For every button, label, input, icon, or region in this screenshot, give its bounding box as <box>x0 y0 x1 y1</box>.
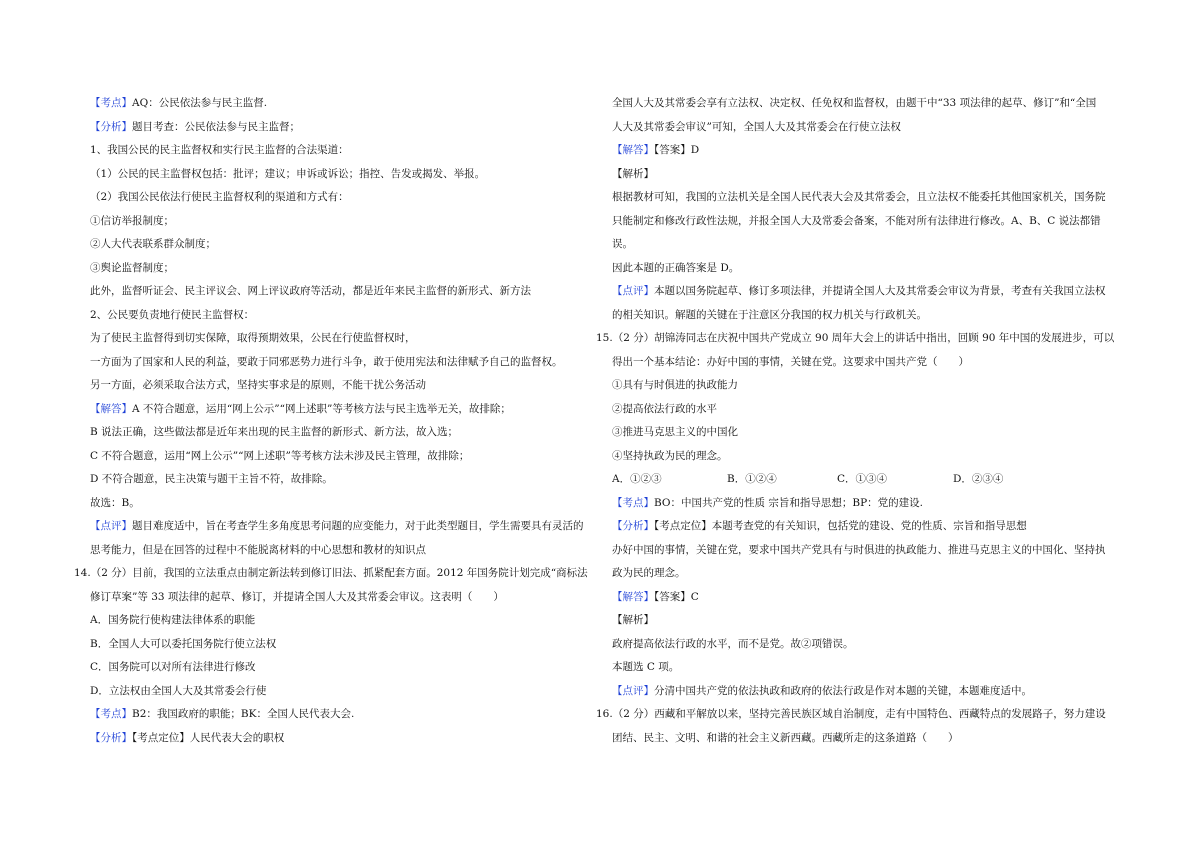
fenxi2-text: 人民代表大会的职权 <box>189 731 285 744</box>
fenxi-text: 本题考查党的有关知识，包括党的建设、党的性质、宗旨和指导思想 <box>711 520 1027 532</box>
question-15-option-a: A．①②③ <box>612 473 662 485</box>
kaodian2-tag: 【考点】 <box>90 708 132 720</box>
jieda-subtag: 【答案】 <box>654 144 691 156</box>
analysis-line: ①信访举报制度； <box>90 214 174 227</box>
question-14-option-c: C．国务院可以对所有法律进行修改 <box>90 661 256 673</box>
explanation-line: 误。 <box>612 238 633 250</box>
dianping-line <box>90 515 610 539</box>
analysis-line: 全国人大及其常委会享有立法权、决定权、任免权和监督权，由题干中“33 项法律的起草、修订”和“全国 <box>612 97 1097 109</box>
dianping-tag: 【点评】 <box>90 520 132 532</box>
fenxi-tag: 【分析】 <box>90 120 132 133</box>
dianping-continuation: 的相关知识。解题的关键在于注意区分我国的权力机关与行政机关。 <box>612 308 927 321</box>
jieda2-answer: C <box>690 590 699 603</box>
dianping-tag: 【点评】 <box>612 285 654 297</box>
answer-line: 故选：B。 <box>90 496 140 509</box>
analysis-line: 一方面为了国家和人民的利益，要敢于同邪恶势力进行斗争，敢于使用宪法和法律赋予自己的监督权。 <box>90 355 563 368</box>
analysis-line: 另一方面，必须采取合法方式，坚持实事求是的原则，不能干扰公务活动 <box>90 379 426 391</box>
question-16-stem: 16.（2 分）西藏和平解放以来，坚持完善民族区域自治制度，走有中国特色、西藏特点的发展路子，努力建设 <box>596 708 1106 720</box>
jieda2-subtag: 【答案】 <box>654 590 691 603</box>
question-15-stem: 15.（2 分）胡锦涛同志在庆祝中国共产党成立 90 周年大会上的讲话中指出，回顾 90 年中国的发展进步，可以 <box>596 332 1115 344</box>
question-14-option-d: D．立法权由全国人大及其常委会行使 <box>90 684 267 697</box>
explanation-line: 政府提高依法行政的水平，而不是党。故②项错误。 <box>612 637 854 650</box>
analysis-line: 此外，监督听证会、民主评议会、网上评议政府等活动，都是近年来民主监督的新形式、新方法 <box>90 285 531 297</box>
jiexi2-label: 【解析】 <box>612 614 654 626</box>
dianping-continuation: 思考能力，但是在回答的过程中不能脱离材料的中心思想和教材的知识点 <box>90 543 426 556</box>
right-column <box>596 92 1132 750</box>
analysis-line: ②人大代表联系群众制度； <box>90 238 216 250</box>
question-15-item: ④坚持执政为民的理念。 <box>612 449 728 462</box>
jiexi-label: 【解析】 <box>612 167 654 180</box>
dianping2-tag: 【点评】 <box>612 684 654 697</box>
analysis-line: 1、我国公民的民主监督权和实行民主监督的合法渠道： <box>90 144 349 156</box>
analysis-line: 人大及其常委会审议”可知，全国人大及其常委会在行使立法权 <box>612 120 901 133</box>
fenxi-tag: 【分析】 <box>612 520 654 532</box>
question-14-stem: 14.（2 分）目前，我国的立法重点由制定新法转到修订旧法、抓紧配套方面。2012 年国务院计划完成“商标法 <box>74 567 588 579</box>
answer-line: C 不符合题意，运用“网上公示”“网上述职”等考核方法未涉及民主管理，故排除； <box>90 449 470 462</box>
analysis-line: 政为民的理念。 <box>612 567 686 579</box>
fenxi-line <box>612 515 1132 539</box>
question-16-stem-cont: 团结、民主、文明、和谐的社会主义新西藏。西藏所走的这条道路（ ） <box>612 731 959 744</box>
kaodian-line <box>90 92 610 116</box>
answer-line: D 不符合题意，民主决策与题干主旨不符，故排除。 <box>90 473 333 485</box>
fenxi-subtag: 【考点定位】 <box>654 520 712 532</box>
explanation-line: 因此本题的正确答案是 D。 <box>612 261 740 274</box>
jieda-text: A 不符合题意，运用“网上公示”“网上述职”等考核方法与民主选举无关，故排除； <box>132 402 511 415</box>
fenxi2-subtag: 【考点定位】 <box>132 731 190 744</box>
question-14-option-a: A．国务院行使构建法律体系的职能 <box>90 614 256 626</box>
kaodian-tag: 【考点】 <box>90 97 132 109</box>
analysis-line: 为了使民主监督得到切实保障，取得预期效果，公民在行使监督权时， <box>90 332 416 344</box>
analysis-line: （2）我国公民依法行使民主监督权利的渠道和方式有： <box>90 191 349 203</box>
question-15-option-d: D．②③④ <box>953 473 1004 485</box>
kaodian-text: AQ：公民依法参与民主监督. <box>132 97 268 109</box>
analysis-line: 办好中国的事情，关键在党，要求中国共产党具有与时俱进的执政能力、推进马克思主义的中国化、坚持执 <box>612 543 1106 556</box>
jieda-tag: 【解答】 <box>612 144 654 156</box>
fenxi2-line <box>90 727 610 751</box>
dianping-text: 本题以国务院起草、修订多项法律，并提请全国人大及其常委会审议为背景，考查有关我国立法权 <box>654 285 1106 297</box>
kaodian-tag: 【考点】 <box>612 496 654 509</box>
question-15-stem-cont: 得出一个基本结论：办好中国的事情，关键在党。这要求中国共产党（ ） <box>612 355 969 368</box>
question-14-stem-cont: 修订草案”等 33 项法律的起草、修订，并提请全国人大及其常委会审议。这表明（ ） <box>90 590 504 603</box>
analysis-line: （1）公民的民主监督权包括：批评；建议；申诉或诉讼；指控、告发或揭发、举报。 <box>90 167 486 180</box>
dianping2-text: 分清中国共产党的依法执政和政府的依法行政是作对本题的关键，本题难度适中。 <box>654 684 1032 697</box>
jieda-line <box>612 139 1132 163</box>
question-15-item: ②提高依法行政的水平 <box>612 402 717 415</box>
question-15-item: ③推进马克思主义的中国化 <box>612 426 738 438</box>
kaodian-text: BO：中国共产党的性质 宗旨和指导思想；BP：党的建设. <box>654 496 923 509</box>
answer-line: B 说法正确，这些做法都是近年来出现的民主监督的新形式、新方法，故入选； <box>90 426 459 438</box>
analysis-line: 2、公民要负责地行使民主监督权： <box>90 308 255 321</box>
jieda-answer: D <box>690 144 700 156</box>
left-column <box>74 92 610 750</box>
explanation-line: 根据教材可知，我国的立法机关是全国人民代表大会及其常委会，且立法权不能委托其他国家机关，国务院 <box>612 191 1106 203</box>
dianping-text: 题目难度适中，旨在考查学生多角度思考问题的应变能力，对于此类型题目，学生需要具有灵活的 <box>132 520 584 532</box>
analysis-line: ③舆论监督制度； <box>90 261 174 274</box>
kaodian-line <box>612 492 1132 516</box>
dianping-line <box>612 280 1132 304</box>
question-15-options <box>612 468 1132 492</box>
fenxi2-tag: 【分析】 <box>90 731 132 744</box>
jieda-tag: 【解答】 <box>90 402 132 415</box>
question-15-item: ①具有与时俱进的执政能力 <box>612 379 738 391</box>
question-15-option-b: B．①②④ <box>727 473 777 485</box>
question-15-option-c: C．①③④ <box>837 473 888 485</box>
question-14-option-b: B．全国人大可以委托国务院行使立法权 <box>90 637 277 650</box>
explanation-line: 本题选 C 项。 <box>612 661 680 673</box>
jieda2-line <box>612 586 1132 610</box>
explanation-line: 只能制定和修改行政性法规，并报全国人大及常委会备案，不能对所有法律进行修改。A、B、C 说法都错 <box>612 214 1101 227</box>
dianping2-line <box>612 680 1132 704</box>
kaodian2-text: B2：我国政府的职能；BK：全国人民代表大会. <box>132 708 355 720</box>
fenxi-line <box>90 116 610 140</box>
kaodian2-line <box>90 703 610 727</box>
jieda2-tag: 【解答】 <box>612 590 654 603</box>
jieda-line <box>90 398 610 422</box>
fenxi-text: 题目考查：公民依法参与民主监督； <box>132 120 300 133</box>
